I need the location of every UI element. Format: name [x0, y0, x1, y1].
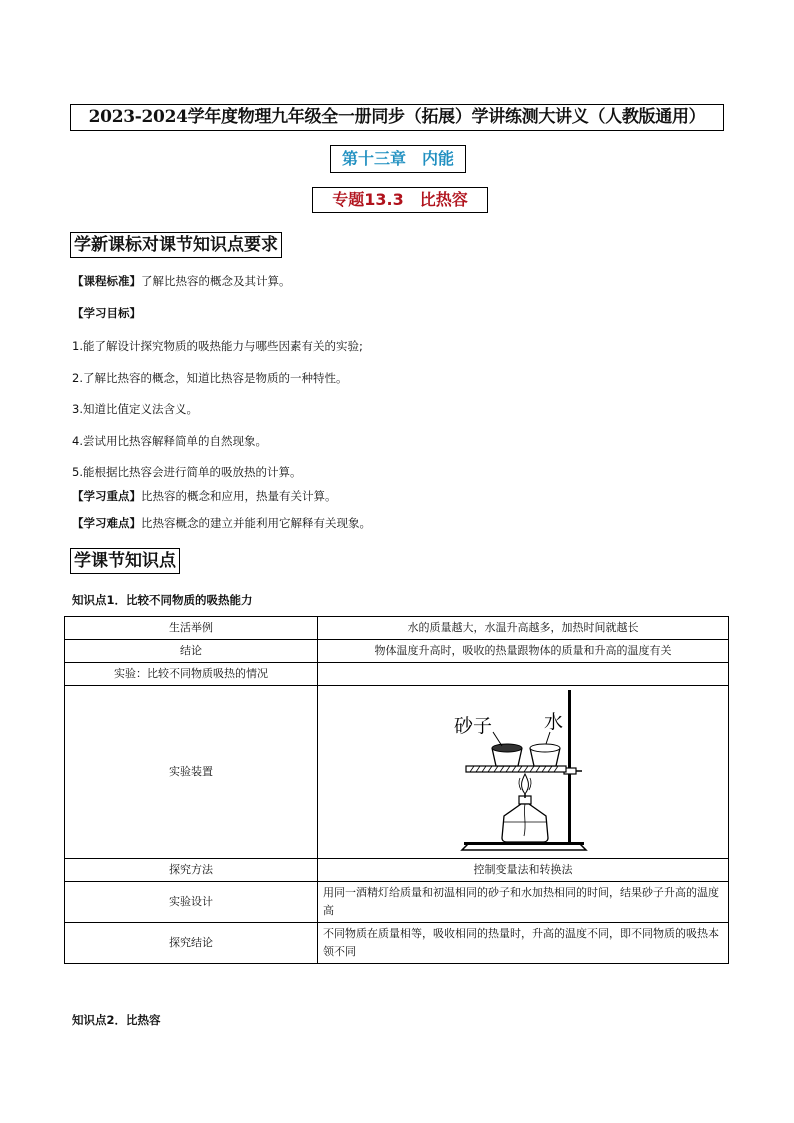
- knowledge-point-2-title: 知识点2．比热容: [72, 1013, 161, 1027]
- goal-item: 4.尝试用比热容解释简单的自然现象。: [72, 434, 267, 448]
- table-cell-value: 物体温度升高时，吸收的热量跟物体的质量和升高的温度有关: [318, 640, 729, 663]
- flame-outer-left: [519, 778, 521, 790]
- flame-outer-right: [529, 778, 531, 790]
- learning-focus-text: 比热容的概念和应用，热量有关计算。: [141, 489, 337, 503]
- learning-focus-label: 【学习重点】: [72, 489, 141, 503]
- topic-title: 专题13.3 比热容: [312, 187, 488, 213]
- chapter-title: 第十三章 内能: [330, 145, 466, 173]
- sand-label: 砂子: [454, 715, 493, 737]
- table-cell-value: 水的质量越大，水温升高越多，加热时间就越长: [318, 617, 729, 640]
- table-cell-label: 实验设计: [65, 882, 318, 923]
- water-surface: [530, 744, 560, 752]
- sand-label-pointer: [493, 732, 502, 746]
- learning-goals-label: 【学习目标】: [72, 306, 141, 320]
- table-cell-label: 结论: [65, 640, 318, 663]
- apparatus-figure: [318, 686, 728, 852]
- learning-focus-line: [72, 488, 337, 504]
- goal-item: 2.了解比热容的概念，知道比热容是物质的一种特性。: [72, 371, 348, 385]
- table-row: [65, 859, 729, 882]
- table-row: [65, 663, 729, 686]
- table-row: [65, 923, 729, 964]
- section-heading-requirements: 学新课标对课节知识点要求: [70, 232, 282, 258]
- table-cell-label: 探究方法: [65, 859, 318, 882]
- table-row: [65, 686, 729, 859]
- table-cell-label: 探究结论: [65, 923, 318, 964]
- knowledge-point-1-title: 知识点1．比较不同物质的吸热能力: [72, 593, 253, 607]
- table-cell-value: 用同一酒精灯给质量和初温相同的砂子和水加热相同的时间，结果砂子升高的温度高: [318, 882, 729, 923]
- apparatus-figure-cell: [318, 686, 729, 859]
- table-row: [65, 882, 729, 923]
- learning-difficulty-line: [72, 515, 371, 531]
- table-row: [65, 617, 729, 640]
- table-cell-label: 生活举例: [65, 617, 318, 640]
- knowledge-table: [64, 616, 729, 964]
- table-cell-label: 实验装置: [65, 686, 318, 859]
- table-cell-value: 控制变量法和转换法: [318, 859, 729, 882]
- water-label-pointer: [546, 732, 550, 744]
- goal-item: 5.能根据比热容会进行简单的吸放热的计算。: [72, 465, 302, 479]
- section-heading-knowledge: 学课节知识点: [70, 548, 180, 574]
- table-cell-value: 不同物质在质量相等，吸收相同的热量时，升高的温度不同，即不同物质的吸热本领不同: [318, 923, 729, 964]
- goal-item: 3.知道比值定义法含义。: [72, 402, 198, 416]
- course-standard-text: 了解比热容的概念及其计算。: [141, 274, 291, 288]
- course-standard-line: [72, 273, 291, 289]
- learning-difficulty-label: 【学习难点】: [72, 516, 141, 530]
- table-cell-label: 实验：比较不同物质吸热的情况: [65, 663, 318, 686]
- table-cell-empty: [318, 663, 729, 686]
- goal-item: 1.能了解设计探究物质的吸热能力与哪些因素有关的实验;: [72, 339, 363, 353]
- stand-rod: [568, 690, 571, 844]
- learning-difficulty-text: 比热容概念的建立并能利用它解释有关现象。: [141, 516, 371, 530]
- main-title: 2023-2024学年度物理九年级全一册同步（拓展）学讲练测大讲义（人教版通用）: [70, 104, 724, 131]
- sand-surface: [492, 744, 522, 752]
- course-standard-label: 【课程标准】: [72, 274, 141, 288]
- flame: [522, 774, 529, 794]
- water-label: 水: [544, 711, 564, 733]
- table-row: [65, 640, 729, 663]
